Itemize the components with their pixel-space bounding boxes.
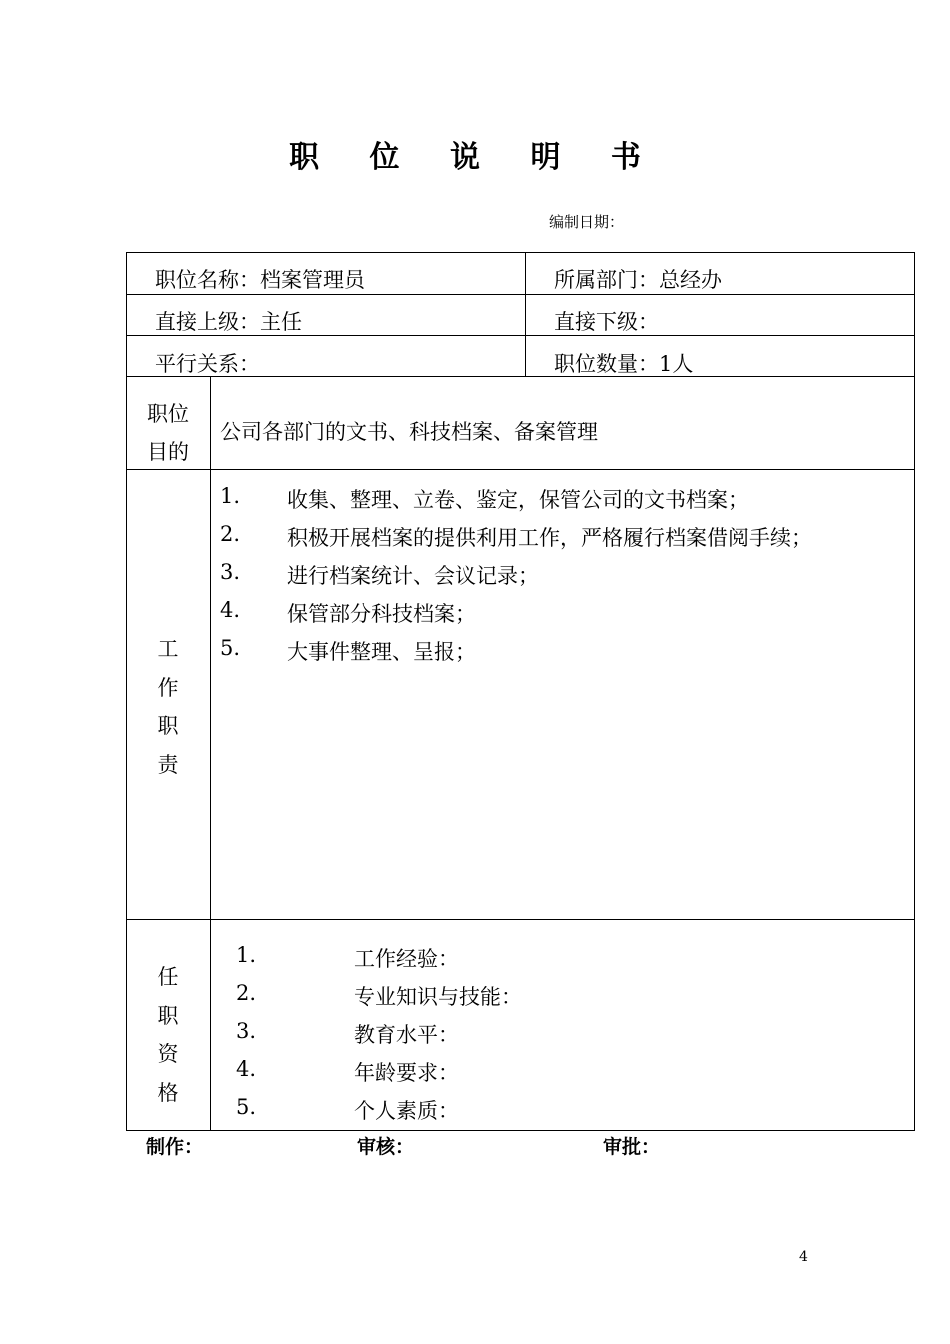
- duty-number: 2.: [220, 522, 241, 546]
- qualification-item: [236, 1019, 459, 1049]
- table-border-left: [126, 252, 127, 1131]
- qualification-number: 2.: [236, 981, 257, 1005]
- duty-item: [220, 484, 749, 514]
- position-count-field: 职位数量：1人: [554, 352, 694, 376]
- duty-number: 3.: [220, 560, 241, 584]
- table-border-right: [914, 252, 915, 1131]
- qualification-item: [236, 943, 459, 973]
- direct-subordinate-field: 直接下级：: [554, 310, 659, 334]
- row-divider: [126, 919, 915, 920]
- table-border-bottom: [126, 1130, 915, 1131]
- page-number: 4: [799, 1249, 808, 1265]
- duty-item: [220, 636, 476, 666]
- table-border-top: [126, 252, 915, 253]
- qualification-item: [236, 1095, 459, 1125]
- qualification-number: 4.: [236, 1057, 257, 1081]
- position-name-field: 职位名称：档案管理员: [155, 268, 365, 292]
- qualification-number: 5.: [236, 1095, 257, 1119]
- purpose-label-line1: 职位: [147, 402, 189, 426]
- qualifications-label-char: 资: [157, 1042, 179, 1066]
- qualification-text: 专业知识与技能：: [354, 985, 522, 1009]
- qualification-number: 1.: [236, 943, 257, 967]
- qualification-text: 工作经验：: [354, 947, 459, 971]
- qualifications-label: [148, 958, 188, 1112]
- duty-text: 保管部分科技档案；: [287, 602, 476, 626]
- duty-text: 进行档案统计、会议记录；: [287, 564, 539, 588]
- duties-label-char: 作: [157, 675, 179, 700]
- duties-label-char: 职: [157, 714, 179, 738]
- qualification-number: 3.: [236, 1019, 257, 1043]
- column-divider: [525, 252, 526, 376]
- column-divider: [210, 376, 211, 1131]
- qualification-item: [236, 981, 522, 1011]
- duty-text: 收集、整理、立卷、鉴定，保管公司的文书档案；: [287, 488, 749, 512]
- qualification-text: 教育水平：: [354, 1023, 459, 1047]
- qualification-item: [236, 1057, 459, 1087]
- duty-text: 大事件整理、呈报；: [287, 640, 476, 664]
- purpose-label-line2: 目的: [147, 440, 189, 464]
- approved-by-label: 审批：: [603, 1136, 661, 1158]
- compile-date-label: 编制日期：: [549, 213, 625, 231]
- direct-superior-field: 直接上级：主任: [155, 310, 302, 334]
- qualification-text: 年龄要求：: [354, 1061, 459, 1085]
- duties-label-char: 责: [157, 752, 179, 777]
- purpose-text: 公司各部门的文书、科技档案、备案管理: [220, 420, 598, 444]
- row-divider: [126, 469, 915, 470]
- department-field: 所属部门：总经办: [554, 268, 722, 292]
- page-title: 职 位 说 明 书: [289, 140, 661, 175]
- duty-item: [220, 560, 539, 590]
- qualification-text: 个人素质：: [354, 1099, 459, 1123]
- qualifications-label-char: 职: [157, 1003, 179, 1028]
- qualifications-label-char: 格: [157, 1080, 179, 1105]
- duty-number: 5.: [220, 636, 241, 660]
- reviewed-by-label: 审核：: [357, 1136, 415, 1158]
- duties-label: [148, 630, 188, 784]
- qualifications-label-char: 任: [157, 965, 179, 989]
- duty-item: [220, 598, 476, 628]
- duties-label-char: 工: [157, 637, 179, 661]
- duty-number: 1.: [220, 484, 241, 508]
- parallel-relation-field: 平行关系：: [155, 352, 260, 376]
- row-divider: [126, 294, 915, 295]
- made-by-label: 制作：: [146, 1136, 204, 1158]
- duty-text: 积极开展档案的提供利用工作，严格履行档案借阅手续；: [287, 526, 812, 550]
- duty-item: [220, 522, 812, 552]
- duty-number: 4.: [220, 598, 241, 622]
